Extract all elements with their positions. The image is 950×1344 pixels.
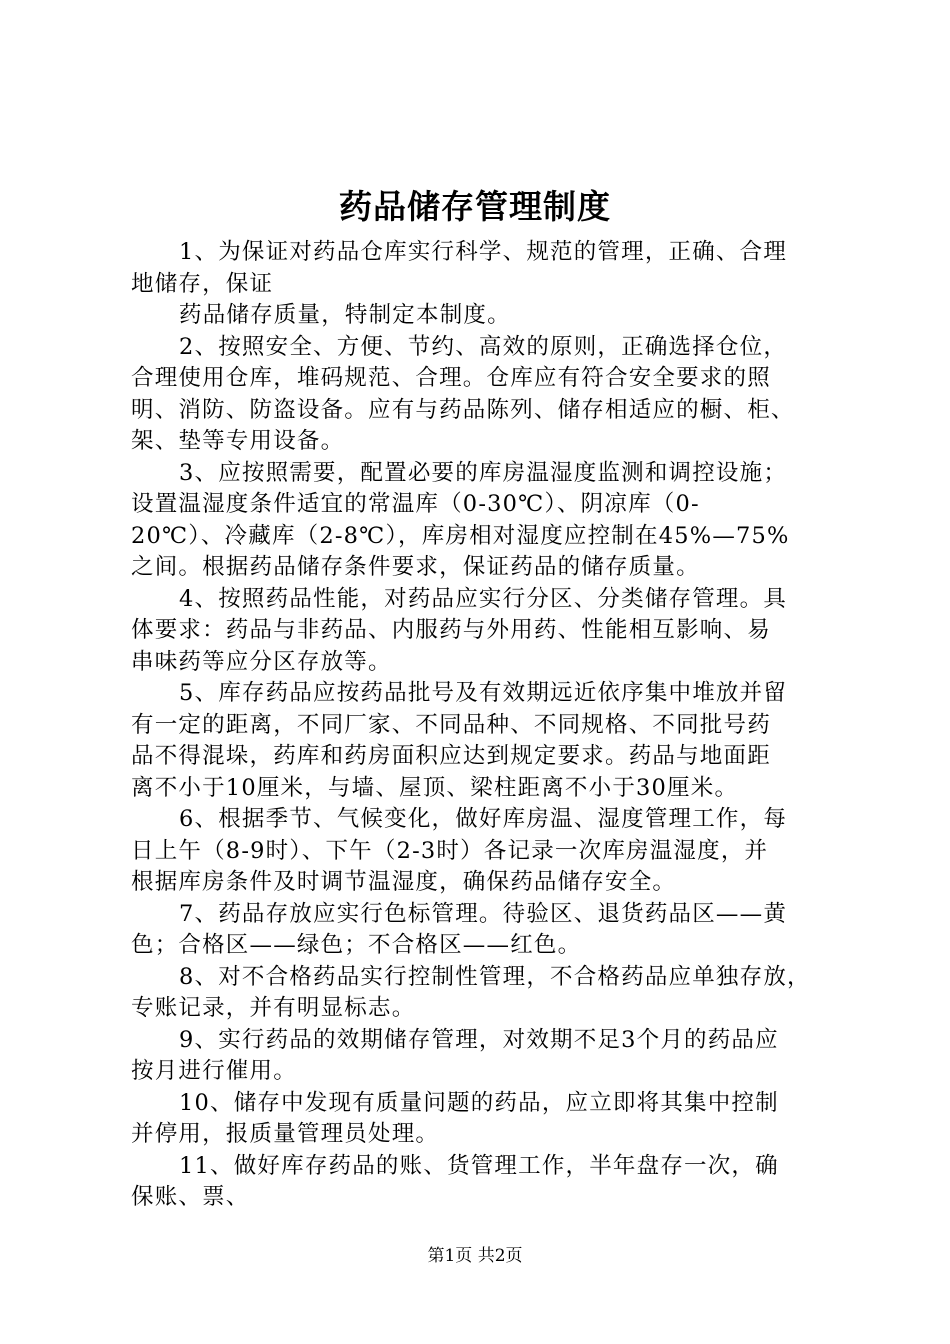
body-text-line: 20℃）、冷藏库（2-8℃），库房相对湿度应控制在45%—75% xyxy=(131,522,790,549)
body-text-line: 日上午（8-9时）、下午（2-3时）各记录一次库房温湿度，并 xyxy=(131,837,769,864)
body-text-line: 根据库房条件及时调节温湿度，确保药品储存安全。 xyxy=(131,869,677,895)
body-text-line: 离不小于10厘米，与墙、屋顶、梁柱距离不小于30厘米。 xyxy=(131,774,739,801)
body-text-line: 2、按照安全、方便、节约、高效的原则，正确选择仓位， xyxy=(179,333,788,360)
body-text-line: 地储存，保证 xyxy=(131,270,274,297)
body-text-line: 设置温湿度条件适宜的常温库（0-30℃）、阴凉库（0- xyxy=(131,491,700,517)
body-text-line: 合理使用仓库，堆码规范、合理。仓库应有符合安全要求的照 xyxy=(131,365,771,391)
body-text-line: 有一定的距离，不同厂家、不同品种、不同规格、不同批号药 xyxy=(131,711,771,738)
body-text-line: 专账记录，并有明显标志。 xyxy=(131,995,416,1021)
body-text-line: 5、库存药品应按药品批号及有效期远近依序集中堆放并留 xyxy=(179,680,788,706)
body-text-line: 按月进行催用。 xyxy=(131,1058,297,1084)
body-text-line: 10、储存中发现有质量问题的药品，应立即将其集中控制 xyxy=(179,1089,779,1116)
body-text-line: 品不得混垛，药库和药房面积应达到规定要求。药品与地面距 xyxy=(131,743,771,769)
body-text-line: 体要求：药品与非药品、内服药与外用药、性能相互影响、易 xyxy=(131,617,771,643)
body-text-line: 色；合格区——绿色；不合格区——红色。 xyxy=(131,932,582,958)
body-text-line: 明、消防、防盗设备。应有与药品陈列、储存相适应的橱、柜、 xyxy=(131,396,795,423)
body-text-line: 保账、票、 xyxy=(131,1184,250,1210)
body-text-line: 11、做好库存药品的账、货管理工作，半年盘存一次，确 xyxy=(179,1152,779,1179)
body-text-line: 之间。根据药品储存条件要求，保证药品的储存质量。 xyxy=(131,554,700,580)
body-text-line: 7、药品存放应实行色标管理。待验区、退货药品区——黄 xyxy=(179,900,788,927)
page-footer: 第1页 共2页 xyxy=(427,1246,523,1266)
body-text-line: 9、实行药品的效期储存管理，对效期不足3个月的药品应 xyxy=(179,1026,779,1053)
document-title: 药品储存管理制度 xyxy=(339,187,611,226)
body-text-line: 3、应按照需要，配置必要的库房温湿度监测和调控设施； xyxy=(179,459,788,486)
body-text-line: 1、为保证对药品仓库实行科学、规范的管理，正确、合理 xyxy=(179,239,788,265)
body-text-line: 6、根据季节、气候变化，做好库房温、湿度管理工作，每 xyxy=(179,806,788,832)
body-text-line: 4、按照药品性能，对药品应实行分区、分类储存管理。具 xyxy=(179,585,788,612)
body-text-line: 架、垫等专用设备。 xyxy=(131,428,345,454)
body-text-line: 串味药等应分区存放等。 xyxy=(131,648,392,675)
body-text-line: 8、对不合格药品实行控制性管理，不合格药品应单独存放， xyxy=(179,963,811,990)
body-text-line: 并停用，报质量管理员处理。 xyxy=(131,1121,440,1147)
body-text-line: 药品储存质量，特制定本制度。 xyxy=(179,302,511,328)
document-body xyxy=(131,237,831,1214)
